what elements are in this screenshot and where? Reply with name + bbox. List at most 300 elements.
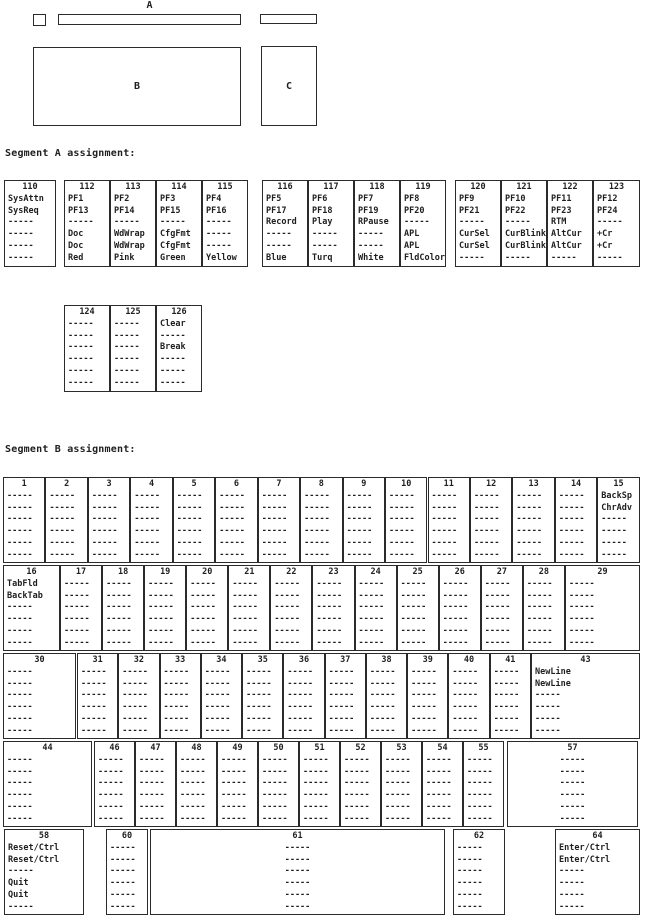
key-unassigned-line: ----- xyxy=(442,637,469,648)
key-number: 20 xyxy=(202,567,213,577)
key-assignment-line: PF20 xyxy=(404,205,425,216)
key-assignment-line: FldColor xyxy=(404,252,445,263)
key-assignment-line: PF12 xyxy=(597,193,618,204)
key-assignment-line: ----- xyxy=(160,377,186,388)
key-unassigned-line: ----- xyxy=(346,490,373,501)
key-assignment-line: AltCur xyxy=(551,229,582,240)
key-unassigned-line: ----- xyxy=(7,549,33,560)
key-unassigned-line: ----- xyxy=(284,901,311,912)
key-unassigned-line: ----- xyxy=(176,502,203,513)
key-unassigned-line: ----- xyxy=(122,713,148,724)
key-unassigned-line: ----- xyxy=(274,602,300,613)
key-unassigned-line: ----- xyxy=(344,801,370,812)
key-assignment-line: PF23 xyxy=(551,205,572,216)
key-unassigned-line: ----- xyxy=(110,878,136,889)
key-16 xyxy=(3,565,60,651)
key-unassigned-line: ----- xyxy=(328,725,355,736)
key-unassigned-line: ----- xyxy=(262,766,288,777)
key-13 xyxy=(512,477,554,563)
key-assignment-line: TabFld xyxy=(7,578,38,589)
key-unassigned-line: ----- xyxy=(274,637,300,648)
key-unassigned-line: ----- xyxy=(91,514,118,525)
key-unassigned-line: ----- xyxy=(426,778,452,789)
key-unassigned-line: ----- xyxy=(68,342,94,353)
key-12 xyxy=(470,477,512,563)
key-unassigned-line: ----- xyxy=(385,778,411,789)
key-unassigned-line: ----- xyxy=(369,678,396,689)
key-unassigned-line: ----- xyxy=(484,578,511,589)
key-unassigned-line: ----- xyxy=(526,637,553,648)
key-unassigned-line: ----- xyxy=(204,690,231,701)
key-unassigned-line: ----- xyxy=(400,637,427,648)
key-unassigned-line: ----- xyxy=(516,490,542,501)
key-number: 16 xyxy=(26,567,37,577)
key-unassigned-line: ----- xyxy=(139,790,165,801)
key-assignment-line: ----- xyxy=(505,252,531,263)
key-unassigned-line: ----- xyxy=(274,614,300,625)
key-number: 48 xyxy=(191,743,202,753)
key-23 xyxy=(312,565,354,651)
key-unassigned-line: ----- xyxy=(516,526,542,537)
key-number: 28 xyxy=(538,567,550,577)
key-unassigned-line: ----- xyxy=(98,778,124,789)
key-unassigned-line: ----- xyxy=(176,526,203,537)
key-unassigned-line: ----- xyxy=(569,578,595,589)
key-unassigned-line: ----- xyxy=(64,637,90,648)
key-assignment-line: Doc xyxy=(68,229,84,240)
key-unassigned-line: ----- xyxy=(7,514,33,525)
key-unassigned-line: ----- xyxy=(246,666,272,677)
key-unassigned-line: ----- xyxy=(148,625,174,636)
key-number: 18 xyxy=(117,567,129,577)
key-5 xyxy=(173,477,215,563)
key-39 xyxy=(407,653,448,739)
key-unassigned-line: ----- xyxy=(493,678,520,689)
key-unassigned-line: ----- xyxy=(385,801,411,812)
key-116 xyxy=(262,180,308,267)
key-40 xyxy=(448,653,489,739)
key-assignment-line: ----- xyxy=(559,889,585,900)
key-113 xyxy=(110,180,156,267)
key-unassigned-line: ----- xyxy=(411,678,437,689)
key-assignment-line: ChrAdv xyxy=(601,502,633,513)
key-unassigned-line: ----- xyxy=(411,666,437,677)
key-number: 40 xyxy=(463,655,475,665)
key-unassigned-line: ----- xyxy=(134,526,160,537)
key-unassigned-line: ----- xyxy=(176,537,203,548)
key-assignment-line: ----- xyxy=(8,901,34,912)
key-number: 27 xyxy=(496,567,507,577)
key-assignment-line: ----- xyxy=(597,217,623,228)
key-number: 120 xyxy=(470,182,486,192)
key-unassigned-line: ----- xyxy=(457,842,483,853)
key-unassigned-line: ----- xyxy=(316,625,343,636)
key-number: 7 xyxy=(276,479,282,489)
key-unassigned-line: ----- xyxy=(134,514,160,525)
key-unassigned-line: ----- xyxy=(106,590,132,601)
key-unassigned-line: ----- xyxy=(91,526,118,537)
key-unassigned-line: ----- xyxy=(221,766,247,777)
key-54 xyxy=(422,741,463,827)
key-number: 29 xyxy=(597,567,608,577)
key-124 xyxy=(64,305,110,392)
key-unassigned-line: ----- xyxy=(346,549,373,560)
key-120 xyxy=(455,180,501,267)
key-assignment-line: BackTab xyxy=(7,590,43,601)
key-unassigned-line: ----- xyxy=(452,702,479,713)
key-unassigned-line: ----- xyxy=(7,490,33,501)
key-unassigned-line: ----- xyxy=(246,690,272,701)
key-18 xyxy=(102,565,144,651)
key-unassigned-line: ----- xyxy=(7,790,33,801)
key-unassigned-line: ----- xyxy=(526,625,553,636)
key-assignment-line: Yellow xyxy=(206,252,237,263)
key-assignment-line: ----- xyxy=(266,229,292,240)
key-assignment-line: ----- xyxy=(459,217,485,228)
key-118 xyxy=(354,180,400,267)
key-unassigned-line: ----- xyxy=(287,725,313,736)
key-assignment-line: NewLine xyxy=(535,666,571,677)
key-unassigned-line: ----- xyxy=(457,878,483,889)
key-20 xyxy=(186,565,228,651)
key-unassigned-line: ----- xyxy=(328,666,355,677)
key-assignment-line: PF17 xyxy=(266,205,287,216)
key-unassigned-line: ----- xyxy=(139,766,165,777)
key-number: 112 xyxy=(79,182,95,192)
key-unassigned-line: ----- xyxy=(442,625,469,636)
overview-segment-c-box xyxy=(261,46,317,126)
key-unassigned-line: ----- xyxy=(284,878,311,889)
key-21 xyxy=(228,565,270,651)
key-unassigned-line: ----- xyxy=(7,778,33,789)
key-unassigned-line: ----- xyxy=(139,813,165,824)
key-unassigned-line: ----- xyxy=(426,813,452,824)
key-number: 26 xyxy=(454,567,465,577)
key-22 xyxy=(270,565,312,651)
key-number: 34 xyxy=(216,655,227,665)
key-unassigned-line: ----- xyxy=(344,813,370,824)
key-27 xyxy=(481,565,523,651)
key-unassigned-line: ----- xyxy=(369,725,396,736)
key-assignment-line: NewLine xyxy=(535,678,571,689)
key-unassigned-line: ----- xyxy=(148,637,174,648)
key-36 xyxy=(283,653,324,739)
key-assignment-line: Reset/Ctrl xyxy=(8,842,60,853)
key-unassigned-line: ----- xyxy=(261,537,288,548)
key-55 xyxy=(463,741,504,827)
key-number: 125 xyxy=(125,307,141,317)
key-3 xyxy=(88,477,130,563)
key-29 xyxy=(565,565,640,651)
key-19 xyxy=(144,565,186,651)
key-unassigned-line: ----- xyxy=(369,666,396,677)
key-unassigned-line: ----- xyxy=(344,766,370,777)
key-unassigned-line: ----- xyxy=(106,602,132,613)
key-assignment-line: CurSel xyxy=(459,240,490,251)
key-unassigned-line: ----- xyxy=(49,514,76,525)
key-unassigned-line: ----- xyxy=(7,666,33,677)
key-assignment-line: ----- xyxy=(160,354,186,365)
key-number: 113 xyxy=(125,182,141,192)
key-unassigned-line: ----- xyxy=(232,625,258,636)
key-unassigned-line: ----- xyxy=(139,778,165,789)
key-121 xyxy=(501,180,547,267)
key-unassigned-line: ----- xyxy=(114,318,140,329)
key-assignment-line: ----- xyxy=(559,901,585,912)
key-10 xyxy=(385,477,427,563)
key-unassigned-line: ----- xyxy=(98,754,124,765)
key-unassigned-line: ----- xyxy=(569,614,595,625)
key-49 xyxy=(217,741,258,827)
key-assignment-line: PF16 xyxy=(206,205,227,216)
key-unassigned-line: ----- xyxy=(114,330,140,341)
key-126 xyxy=(156,305,202,392)
key-unassigned-line: ----- xyxy=(98,790,124,801)
key-unassigned-line: ----- xyxy=(426,766,452,777)
key-number: 49 xyxy=(232,743,243,753)
key-unassigned-line: ----- xyxy=(106,625,132,636)
key-assignment-line: ----- xyxy=(404,217,430,228)
key-number: 52 xyxy=(355,743,366,753)
key-unassigned-line: ----- xyxy=(287,678,313,689)
overview-segment-c-label: C xyxy=(285,80,293,92)
key-assignment-line: ----- xyxy=(8,217,34,228)
key-number: 23 xyxy=(328,567,339,577)
key-unassigned-line: ----- xyxy=(49,502,76,513)
key-number: 41 xyxy=(505,655,516,665)
key-unassigned-line: ----- xyxy=(64,602,90,613)
key-unassigned-line: ----- xyxy=(526,614,553,625)
key-assignment-line: ----- xyxy=(312,240,338,251)
key-117 xyxy=(308,180,354,267)
key-unassigned-line: ----- xyxy=(457,889,483,900)
key-unassigned-line: ----- xyxy=(431,514,458,525)
key-assignment-line: ----- xyxy=(114,217,140,228)
key-1 xyxy=(3,477,45,563)
key-assignment-line: PF19 xyxy=(358,205,379,216)
key-assignment-line: ----- xyxy=(535,690,561,701)
key-assignment-line: APL xyxy=(404,229,420,240)
key-unassigned-line: ----- xyxy=(219,549,245,560)
key-assignment-line: +Cr xyxy=(597,229,613,240)
key-assignment-line: SysReq xyxy=(8,205,39,216)
key-unassigned-line: ----- xyxy=(7,690,33,701)
key-unassigned-line: ----- xyxy=(98,801,124,812)
key-assignment-line: PF18 xyxy=(312,205,333,216)
key-unassigned-line: ----- xyxy=(426,754,452,765)
key-34 xyxy=(201,653,242,739)
key-unassigned-line: ----- xyxy=(473,490,500,501)
key-number: 110 xyxy=(22,182,38,192)
key-assignment-line: ----- xyxy=(8,229,34,240)
key-unassigned-line: ----- xyxy=(569,602,595,613)
key-unassigned-line: ----- xyxy=(190,637,216,648)
key-number: 22 xyxy=(286,567,297,577)
key-43 xyxy=(531,653,640,739)
key-31 xyxy=(77,653,118,739)
key-number: 51 xyxy=(314,743,325,753)
key-unassigned-line: ----- xyxy=(7,766,33,777)
key-114 xyxy=(156,180,202,267)
key-unassigned-line: ----- xyxy=(389,502,415,513)
key-unassigned-line: ----- xyxy=(493,666,520,677)
key-unassigned-line: ----- xyxy=(426,790,452,801)
key-unassigned-line: ----- xyxy=(261,549,288,560)
key-assignment-line: ----- xyxy=(505,217,531,228)
overview-small-key-box xyxy=(33,14,46,26)
key-115 xyxy=(202,180,248,267)
key-unassigned-line: ----- xyxy=(385,790,411,801)
key-unassigned-line: ----- xyxy=(304,514,330,525)
key-unassigned-line: ----- xyxy=(473,502,500,513)
key-unassigned-line: ----- xyxy=(81,690,107,701)
key-unassigned-line: ----- xyxy=(262,790,288,801)
key-unassigned-line: ----- xyxy=(389,549,415,560)
key-assignment-line: PF8 xyxy=(404,193,420,204)
key-assignment-line: PF13 xyxy=(68,205,89,216)
key-unassigned-line: ----- xyxy=(176,514,203,525)
key-44 xyxy=(3,741,92,827)
key-unassigned-line: ----- xyxy=(558,526,585,537)
key-unassigned-line: ----- xyxy=(442,614,469,625)
key-unassigned-line: ----- xyxy=(473,526,500,537)
key-unassigned-line: ----- xyxy=(114,354,140,365)
key-unassigned-line: ----- xyxy=(358,602,385,613)
key-assignment-line: BackSp xyxy=(601,490,633,501)
overview-segment-b-box xyxy=(33,47,241,126)
key-unassigned-line: ----- xyxy=(232,578,258,589)
key-unassigned-line: ----- xyxy=(204,725,231,736)
key-unassigned-line: ----- xyxy=(204,666,231,677)
key-58 xyxy=(4,829,84,915)
overview-segment-a-label: A xyxy=(146,0,153,11)
key-unassigned-line: ----- xyxy=(163,678,190,689)
key-unassigned-line: ----- xyxy=(473,549,500,560)
key-unassigned-line: ----- xyxy=(493,702,520,713)
key-unassigned-line: ----- xyxy=(400,614,427,625)
key-number: 126 xyxy=(171,307,187,317)
key-unassigned-line: ----- xyxy=(346,502,373,513)
key-unassigned-line: ----- xyxy=(274,625,300,636)
key-unassigned-line: ----- xyxy=(163,666,190,677)
key-unassigned-line: ----- xyxy=(284,842,311,853)
key-unassigned-line: ----- xyxy=(7,526,33,537)
key-unassigned-line: ----- xyxy=(274,590,300,601)
key-unassigned-line: ----- xyxy=(134,490,160,501)
key-unassigned-line: ----- xyxy=(287,666,313,677)
key-unassigned-line: ----- xyxy=(346,526,373,537)
key-assignment-line: Turq xyxy=(312,252,333,263)
key-number: 61 xyxy=(292,831,303,841)
key-unassigned-line: ----- xyxy=(369,702,396,713)
key-unassigned-line: ----- xyxy=(516,514,542,525)
key-unassigned-line: ----- xyxy=(452,666,479,677)
key-number: 12 xyxy=(486,479,497,489)
key-unassigned-line: ----- xyxy=(389,514,415,525)
key-unassigned-line: ----- xyxy=(457,901,483,912)
key-unassigned-line: ----- xyxy=(389,537,415,548)
key-unassigned-line: ----- xyxy=(467,813,493,824)
key-assignment-line: ----- xyxy=(601,537,627,548)
key-unassigned-line: ----- xyxy=(180,754,206,765)
key-assignment-line: PF4 xyxy=(206,193,222,204)
key-number: 39 xyxy=(422,655,433,665)
key-unassigned-line: ----- xyxy=(261,514,288,525)
key-unassigned-line: ----- xyxy=(190,578,216,589)
key-unassigned-line: ----- xyxy=(176,490,203,501)
key-assignment-line: Break xyxy=(160,342,186,353)
key-assignment-line: ----- xyxy=(8,252,34,263)
key-number: 115 xyxy=(217,182,233,192)
key-unassigned-line: ----- xyxy=(303,778,329,789)
key-assignment-line: PF9 xyxy=(459,193,475,204)
key-number: 6 xyxy=(233,479,240,489)
segment-b-title: Segment B assignment: xyxy=(5,444,136,455)
key-64 xyxy=(555,829,640,915)
key-24 xyxy=(355,565,397,651)
key-assignment-line: ----- xyxy=(8,240,34,251)
key-unassigned-line: ----- xyxy=(163,725,190,736)
key-unassigned-line: ----- xyxy=(81,678,107,689)
key-unassigned-line: ----- xyxy=(559,801,586,812)
key-unassigned-line: ----- xyxy=(49,549,76,560)
key-number: 30 xyxy=(34,655,45,665)
key-assignment-line: CfgFmt xyxy=(160,240,191,251)
key-unassigned-line: ----- xyxy=(91,549,118,560)
key-unassigned-line: ----- xyxy=(431,526,458,537)
key-assignment-line: ----- xyxy=(551,252,577,263)
key-unassigned-line: ----- xyxy=(303,790,329,801)
key-number: 31 xyxy=(92,655,103,665)
key-unassigned-line: ----- xyxy=(358,590,385,601)
key-number: 119 xyxy=(415,182,431,192)
key-110 xyxy=(4,180,56,267)
key-assignment-line: ----- xyxy=(206,217,232,228)
key-unassigned-line: ----- xyxy=(49,526,76,537)
key-unassigned-line: ----- xyxy=(559,766,586,777)
key-unassigned-line: ----- xyxy=(163,713,190,724)
key-unassigned-line: ----- xyxy=(122,666,148,677)
key-number: 55 xyxy=(478,743,489,753)
key-assignment-line: ----- xyxy=(601,549,627,560)
key-unassigned-line: ----- xyxy=(316,637,343,648)
key-122 xyxy=(547,180,593,267)
key-assignment-line: PF1 xyxy=(68,193,84,204)
key-number: 44 xyxy=(42,743,53,753)
key-unassigned-line: ----- xyxy=(431,490,458,501)
key-unassigned-line: ----- xyxy=(457,866,483,877)
key-8 xyxy=(300,477,342,563)
key-assignment-line: PF2 xyxy=(114,193,130,204)
key-unassigned-line: ----- xyxy=(303,766,329,777)
key-unassigned-line: ----- xyxy=(106,614,132,625)
key-unassigned-line: ----- xyxy=(190,602,216,613)
key-unassigned-line: ----- xyxy=(558,490,585,501)
key-assignment-line: ----- xyxy=(7,637,33,648)
key-unassigned-line: ----- xyxy=(358,578,385,589)
key-unassigned-line: ----- xyxy=(385,813,411,824)
key-unassigned-line: ----- xyxy=(304,549,330,560)
key-assignment-line: ----- xyxy=(312,229,338,240)
key-unassigned-line: ----- xyxy=(400,590,427,601)
key-unassigned-line: ----- xyxy=(304,490,330,501)
key-unassigned-line: ----- xyxy=(389,526,415,537)
key-unassigned-line: ----- xyxy=(91,502,118,513)
key-assignment-line: ----- xyxy=(358,240,384,251)
key-number: 25 xyxy=(412,567,423,577)
key-unassigned-line: ----- xyxy=(180,778,206,789)
key-unassigned-line: ----- xyxy=(467,778,493,789)
